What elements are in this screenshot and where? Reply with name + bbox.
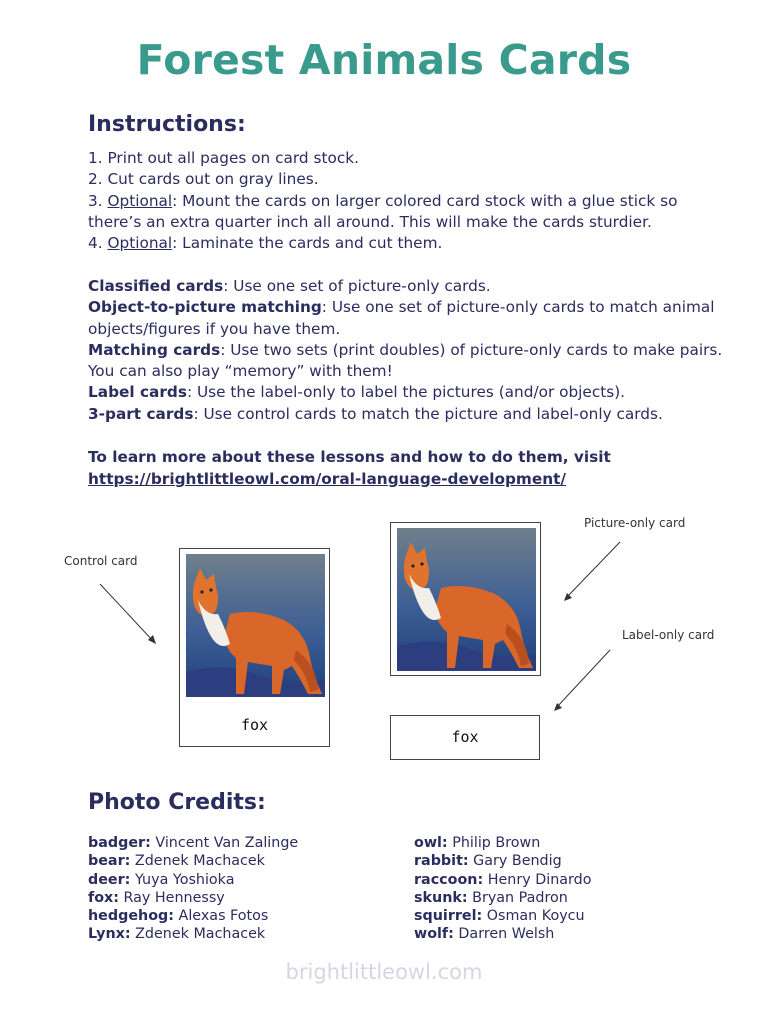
- use-desc: : Use one set of picture-only cards.: [223, 277, 491, 295]
- credit-name: Yuya Yoshioka: [130, 871, 235, 888]
- credit-name: Philip Brown: [447, 835, 541, 851]
- credit-name: Zdenek Machacek: [130, 926, 266, 943]
- credit-animal: hedgehog:: [88, 908, 174, 925]
- credit-item: [414, 889, 592, 907]
- credit-item: [414, 871, 592, 889]
- picture-only-card: [390, 522, 541, 676]
- step-4: [88, 233, 728, 254]
- credit-item: [88, 852, 298, 870]
- credits-left-column: [88, 834, 298, 944]
- use-term: Classified cards: [88, 277, 224, 295]
- credit-animal: Lynx:: [88, 926, 131, 943]
- credit-item: [88, 907, 298, 925]
- fox-image: [186, 554, 325, 697]
- instructions-steps: [88, 148, 728, 254]
- credit-animal: skunk:: [414, 889, 468, 906]
- label-only-arrow: [550, 648, 614, 714]
- credit-name: Bryan Padron: [467, 889, 568, 906]
- credit-animal: rabbit:: [414, 853, 469, 870]
- use-term: Matching cards: [88, 340, 221, 359]
- step-2: 2. Cut cards out on gray lines.: [88, 170, 319, 189]
- use-item: [88, 404, 728, 425]
- credit-item: [88, 834, 298, 852]
- credits-right-column: [414, 834, 592, 944]
- use-item: [88, 297, 728, 340]
- instructions-heading: Instructions:: [88, 112, 246, 137]
- credit-animal: wolf:: [414, 926, 454, 943]
- credit-name: Zdenek Machacek: [130, 853, 265, 870]
- use-desc: : Use two sets (print doubles) of picture-only cards to make pairs. You can also play “memory” with them!: [88, 340, 723, 381]
- step-3-text: : Mount the cards on larger colored card stock with a glue stick so there’s an extra quarter inch all around. This will make the cards sturdier.: [88, 191, 678, 231]
- credit-item: [414, 852, 592, 870]
- credit-item: [88, 925, 298, 943]
- credit-animal: fox:: [88, 889, 119, 906]
- use-term: 3-part cards: [88, 404, 194, 423]
- control-card: [179, 548, 330, 747]
- learn-more-link[interactable]: https://brightlittleowl.com/oral-language-development/: [88, 470, 567, 488]
- control-card-annotation: Control card: [64, 554, 138, 568]
- credit-name: Henry Dinardo: [483, 871, 592, 888]
- footer-watermark: brightlittleowl.com: [285, 960, 483, 984]
- step-3-prefix: 3.: [88, 191, 108, 210]
- picture-only-annotation: Picture-only card: [584, 516, 686, 530]
- use-desc: : Use control cards to match the picture and label-only cards.: [193, 404, 663, 423]
- credit-animal: squirrel:: [414, 908, 483, 925]
- card-word: fox: [240, 716, 269, 734]
- step-3: [88, 191, 728, 234]
- credit-animal: owl:: [414, 835, 448, 851]
- fox-photo: [186, 554, 325, 697]
- step-3-optional: Optional: [107, 191, 173, 210]
- control-card-arrow: [96, 580, 160, 646]
- uses-list: [88, 276, 728, 425]
- step-4-text: : Laminate the cards and cut them.: [172, 234, 443, 253]
- credit-name: Darren Welsh: [453, 926, 555, 943]
- learn-more: [88, 446, 611, 490]
- credit-animal: deer:: [88, 871, 131, 888]
- picture-only-arrow: [560, 538, 624, 604]
- use-desc: : Use the label-only to label the pictures (and/or objects).: [186, 383, 626, 402]
- credit-animal: badger:: [88, 835, 151, 851]
- credit-item: [88, 889, 298, 907]
- use-term: Object-to-picture matching: [88, 298, 322, 317]
- use-item: [88, 382, 728, 403]
- use-desc: : Use one set of picture-only cards to match animal objects/figures if you have them.: [88, 298, 715, 338]
- credits-heading: Photo Credits:: [88, 790, 266, 815]
- fox-image: [397, 528, 536, 671]
- credit-item: [414, 834, 592, 852]
- card-word: fox: [451, 728, 479, 746]
- step-4-optional: Optional: [107, 234, 173, 253]
- credit-animal: raccoon:: [414, 871, 484, 888]
- label-only-annotation: Label-only card: [622, 628, 715, 642]
- credit-name: Ray Hennessy: [118, 889, 225, 906]
- credit-item: [414, 907, 592, 925]
- use-item: [88, 276, 728, 297]
- use-term: Label cards: [88, 383, 187, 402]
- credit-name: Gary Bendig: [468, 853, 562, 870]
- learn-more-text: To learn more about these lessons and how to do them, visit: [88, 448, 611, 466]
- step-1: 1. Print out all pages on card stock.: [88, 149, 359, 167]
- page-title: Forest Animals Cards: [136, 36, 632, 84]
- credit-name: Alexas Fotos: [174, 908, 269, 925]
- credit-name: Osman Koycu: [482, 908, 585, 925]
- credit-animal: bear:: [88, 853, 131, 870]
- fox-photo: [397, 528, 536, 671]
- credit-item: [414, 925, 592, 943]
- credit-name: Vincent Van Zalinge: [150, 835, 299, 851]
- label-only-card: [390, 715, 540, 760]
- credit-item: [88, 871, 298, 889]
- step-4-prefix: 4.: [88, 234, 108, 253]
- use-item: [88, 340, 728, 383]
